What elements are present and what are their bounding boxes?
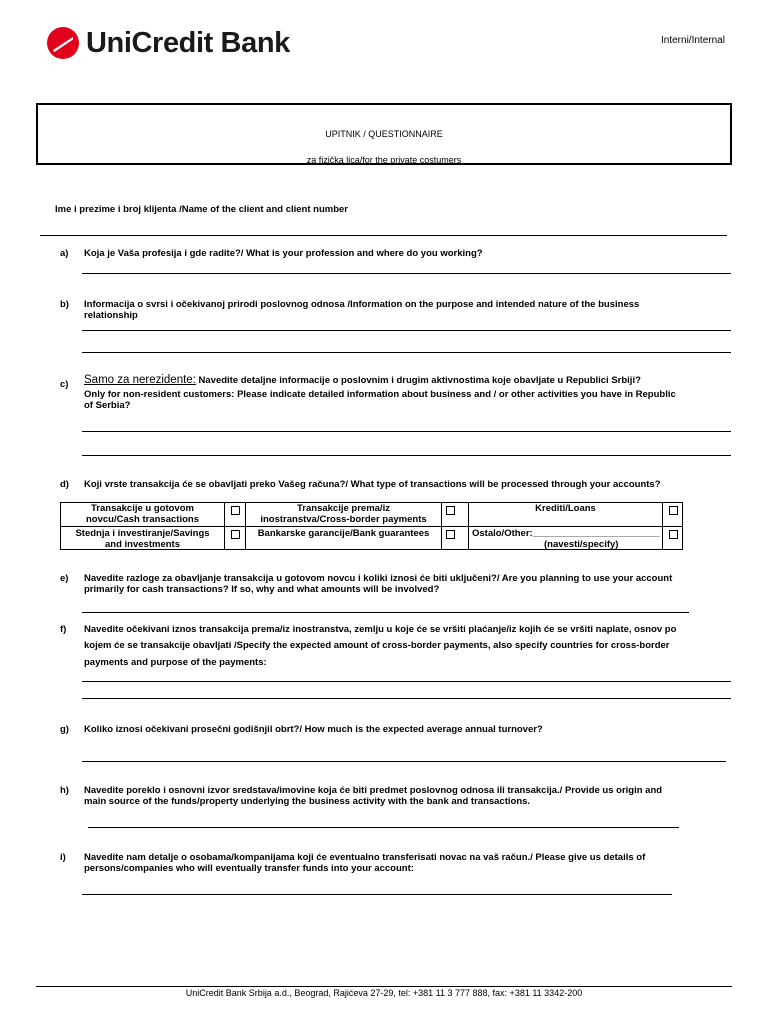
- client-name-field[interactable]: [40, 235, 727, 236]
- question-a-answer-line[interactable]: [82, 273, 731, 274]
- title-box: [36, 103, 732, 165]
- other-cell: [469, 528, 662, 551]
- question-a-marker: a): [60, 248, 69, 259]
- question-f-answer-line-2[interactable]: [82, 698, 731, 699]
- question-c-text-1: [84, 375, 641, 386]
- other-specify-note: (navesti/specify): [544, 539, 619, 550]
- question-e-text-1: Navedite razloge za obavljanje transakcija u gotovom novcu i koliki iznosi će biti uključeni?/ Are you planning to use your account: [84, 573, 673, 584]
- question-d-marker: d): [60, 479, 69, 490]
- question-b-answer-line-1[interactable]: [82, 330, 731, 331]
- savings-investments-cell: Stednja i investiranje/Savings and investments: [75, 528, 210, 550]
- client-name-label: Ime i prezime i broj klijenta /Name of the client and client number: [55, 204, 348, 215]
- savings-investments-checkbox[interactable]: [231, 530, 240, 539]
- other-field[interactable]: Ostalo/Other:________________________: [472, 528, 660, 539]
- question-b-marker: b): [60, 299, 69, 310]
- question-i-answer-line[interactable]: [82, 894, 672, 895]
- question-c-answer-line-1[interactable]: [82, 431, 731, 432]
- question-f-text-1: Navedite očekivani iznos transakcija prema/iz inostranstva, zemlju u koje će se vršiti plaćanje/iz kojih će se vršiti naplate, osnov po: [84, 624, 677, 635]
- question-f-text-2: kojem će se transakcije obavljati /Specify the expected amount of cross-border payments, also specify countries for cross-border: [84, 640, 670, 651]
- question-c-marker: c): [60, 379, 69, 390]
- question-e-text-2: primarily for cash transactions? If so, why and what amounts will be involved?: [84, 584, 440, 595]
- question-i-text-2: persons/companies who will eventually transfer funds into your account:: [84, 863, 414, 874]
- question-b-text-1: Informacija o svrsi i očekivanoj prirodi poslovnog odnosa /Information on the purpose and intended nature of the business: [84, 299, 640, 310]
- question-g-marker: g): [60, 724, 69, 735]
- loans-checkbox[interactable]: [669, 506, 678, 515]
- question-a-text: Koja je Vaša profesija i gde radite?/ What is your profession and where do you working?: [84, 248, 483, 259]
- question-e-answer-line[interactable]: [82, 612, 689, 613]
- question-h-answer-line[interactable]: [88, 827, 679, 828]
- question-i-marker: i): [60, 852, 66, 863]
- cross-border-payments-cell: Transakcije prema/iz inostranstva/Cross-border payments: [260, 503, 427, 525]
- footer-address: UniCredit Bank Srbija a.d., Beograd, Rajićeva 27-29, tel: +381 11 3 777 888, fax: +381 11 3342-200: [185, 988, 583, 998]
- question-c-text-1-rest: Navedite detaljne informacije o poslovnim i drugim aktivnostima koje obavljate u Republici Srbiji?: [195, 375, 641, 386]
- other-checkbox[interactable]: [669, 530, 678, 539]
- brand-name: UniCredit Bank: [86, 26, 290, 59]
- question-g-text: Koliko iznosi očekivani prosečni godišnjil obrt?/ How much is the expected average annual turnover?: [84, 724, 543, 735]
- unicredit-logo-icon: [46, 26, 80, 60]
- question-h-marker: h): [60, 785, 69, 796]
- question-e-marker: e): [60, 573, 69, 584]
- question-h-text-1: Navedite poreklo i osnovni izvor sredstava/imovine koja će biti predmet poslovnog odnosa ili transakcija./ Provide us origin and: [84, 785, 663, 796]
- questionnaire-subtitle: za fizička lica/for the private costumers: [306, 155, 462, 165]
- bank-guarantees-cell: Bankarske garancije/Bank guarantees: [257, 528, 430, 539]
- footer-divider: [36, 986, 732, 987]
- transaction-types-table: [60, 502, 683, 550]
- internal-label: Interni/Internal: [661, 35, 725, 46]
- cross-border-payments-checkbox[interactable]: [446, 506, 455, 515]
- cash-transactions-checkbox[interactable]: [231, 506, 240, 515]
- question-b-answer-line-2[interactable]: [82, 352, 731, 353]
- question-c-answer-line-2[interactable]: [82, 455, 731, 456]
- questionnaire-title: UPITNIK / QUESTIONNAIRE: [325, 129, 443, 139]
- unicredit-logo: [46, 26, 290, 60]
- question-h-text-2: main source of the funds/property underlying the business activity with the bank and transactions.: [84, 796, 531, 807]
- question-f-text-3: payments and purpose of the payments:: [84, 657, 267, 668]
- question-c-text-3: of Serbia?: [84, 400, 131, 411]
- loans-cell: Krediti/Loans: [535, 503, 596, 514]
- question-c-text-2: Only for non-resident customers: Please indicate detailed information about business and / or other activities you have in Republic: [84, 389, 676, 400]
- question-i-text-1: Navedite nam detalje o osobama/kompanijama koji će eventualno transferisati novac na vaš račun./ Please give us details of: [84, 852, 646, 863]
- non-resident-heading: Samo za nerezidente:: [84, 374, 196, 386]
- question-f-answer-line-1[interactable]: [82, 681, 731, 682]
- question-b-text-2: relationship: [84, 310, 138, 321]
- question-g-answer-line[interactable]: [82, 761, 726, 762]
- cash-transactions-cell: Transakcije u gotovom novcu/Cash transactions: [86, 503, 199, 525]
- question-d-text: Koji vrste transakcija će se obavljati preko Vašeg računa?/ What type of transactions will be processed through your accounts?: [84, 479, 661, 490]
- question-f-marker: f): [60, 624, 67, 635]
- bank-guarantees-checkbox[interactable]: [446, 530, 455, 539]
